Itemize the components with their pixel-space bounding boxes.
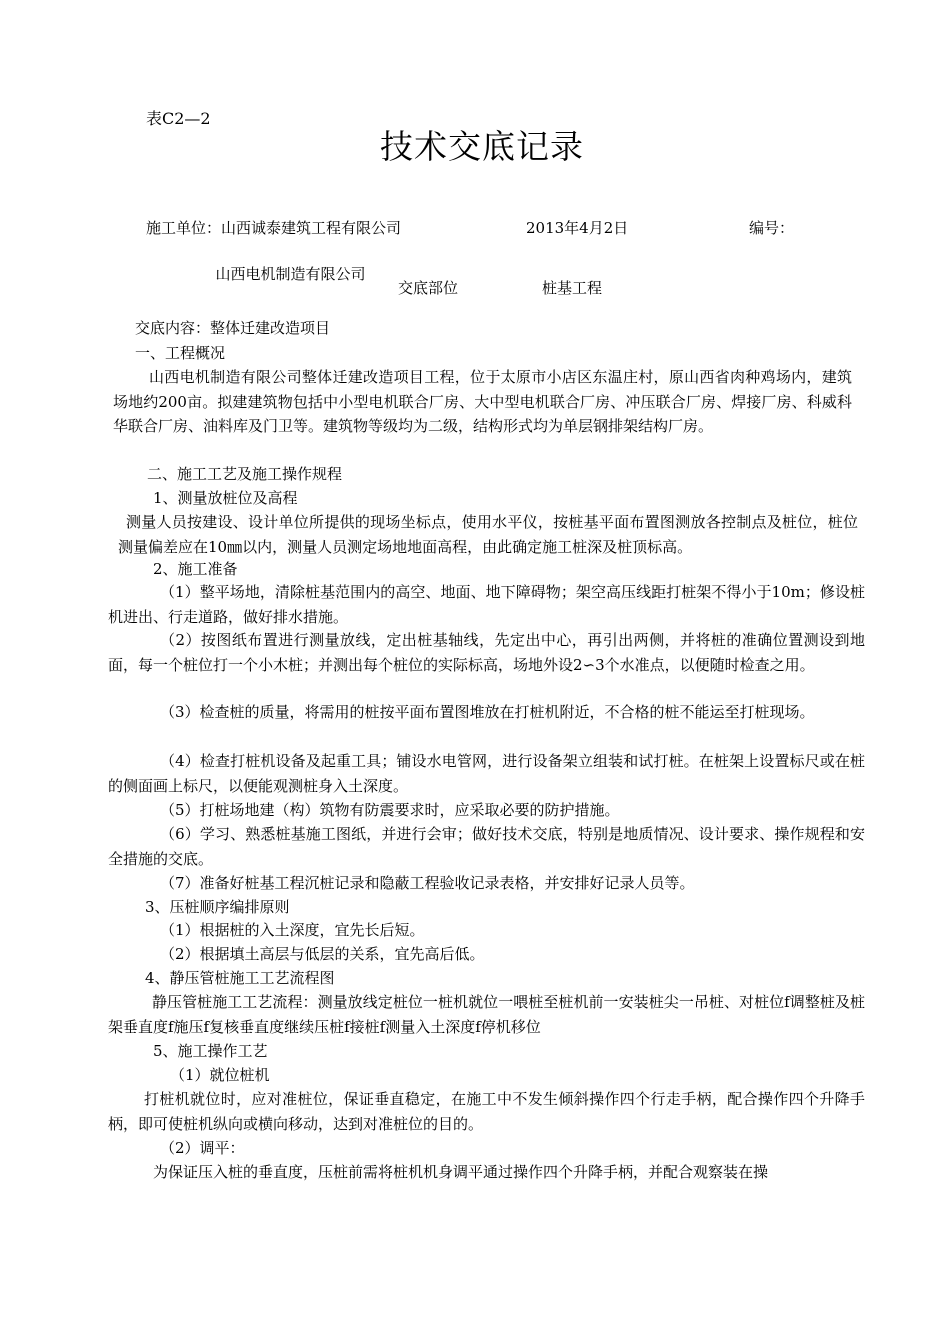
paragraph: 山西电机制造有限公司整体迁建改造项目工程，位于太原市小店区东温庄村，原山西省肉种鸡场内，建筑场地约200亩。拟建建筑物包括中小型电机联合厂房、大中型电机联合厂房、冲压联合厂房、焊接厂房、科威科华联合厂房、油料库及门卫等。建筑物等级均为二级，结构形式均为单层钢排架结构厂房。	[113, 368, 852, 436]
paragraph: （1）整平场地，清除桩基范围内的高空、地面、地下障碍物；架空高压线距打桩架不得小于10m；修设桩机进出、行走道路，做好排水措施。	[108, 583, 865, 626]
paragraph: （7）准备好桩基工程沉桩记录和隐蔽工程验收记录表格，并安排好记录人员等。	[160, 874, 695, 892]
subsection-heading: 4、静压管桩施工工艺流程图	[145, 969, 335, 987]
construction-unit: 施工单位：山西诚泰建筑工程有限公司	[146, 219, 402, 237]
paragraph: 测量人员按建设、设计单位所提供的现场坐标点，使用水平仪，按桩基平面布置图测放各控制点及桩位，桩位测量偏差应在10㎜以内，测量人员测定场地地面高程，由此确定施工桩深及桩顶标高。	[118, 513, 858, 556]
handover-part-value: 桩基工程	[542, 279, 603, 297]
paragraph: 静压管桩施工工艺流程：测量放线定桩位一桩机就位一喂桩至桩机前一安装桩尖一吊桩、对桩位f调整桩及桩架垂直度f施压f复核垂直度继续压桩f接桩f测量入土深度f停机移位	[108, 993, 865, 1036]
paragraph: （5）打桩场地建（构）筑物有防震要求时，应采取必要的防护措施。	[160, 801, 620, 819]
subsection-heading: （2）调平：	[160, 1139, 245, 1157]
form-number: 表C2—2	[146, 109, 211, 128]
subsection-heading: 5、施工操作工艺	[153, 1042, 268, 1060]
paragraph: 打桩机就位时，应对准桩位，保证垂直稳定，在施工中不发生倾斜操作四个行走手柄，配合操作四个升降手柄，即可使桩机纵向或横向移动，达到对准桩位的目的。	[108, 1090, 865, 1133]
document-title: 技术交底记录	[380, 127, 584, 166]
paragraph: （6）学习、熟悉桩基施工图纸，并进行会审；做好技术交底，特别是地质情况、设计要求、操作规程和安全措施的交底。	[108, 825, 865, 868]
record-number-label: 编号：	[749, 219, 795, 237]
paragraph: （3）检查桩的质量，将需用的桩按平面布置图堆放在打桩机附近，不合格的桩不能运至打桩现场。	[160, 703, 815, 721]
subsection-heading: 3、压桩顺序编排原则	[145, 898, 290, 916]
paragraph: 为保证压入桩的垂直度，压桩前需将桩机机身调平通过操作四个升降手柄，并配合观察装在操	[153, 1163, 769, 1181]
paragraph: （2）按图纸布置进行测量放线，定出桩基轴线，先定出中心，再引出两侧，并将桩的准确位置测设到地面，每一个桩位打一个小木桩；并测出每个桩位的实际标高，场地外设2∽3个水准点，以便随时检查之用。	[108, 631, 865, 674]
content-heading: 交底内容：整体迁建改造项目	[135, 319, 331, 337]
paragraph: （2）根据填土高层与低层的关系，宜先高后低。	[160, 945, 485, 963]
subsection-heading: （1）就位桩机	[170, 1066, 270, 1084]
client-name: 山西电机制造有限公司	[215, 265, 366, 283]
handover-part-label: 交底部位	[398, 279, 459, 297]
record-date: 2013年4月2日	[526, 219, 629, 237]
paragraph: （1）根据桩的入土深度，宜先长后短。	[160, 921, 425, 939]
paragraph: （4）检查打桩机设备及起重工具；铺设水电管网，进行设备架立组装和试打桩。在桩架上设置标尺或在桩的侧面画上标尺，以便能观测桩身入土深度。	[108, 752, 865, 795]
section-heading: 二、施工工艺及施工操作规程	[147, 465, 343, 483]
subsection-heading: 2、施工准备	[153, 560, 238, 578]
subsection-heading: 1、测量放桩位及高程	[153, 489, 298, 507]
section-heading: 一、工程概况	[135, 344, 226, 362]
